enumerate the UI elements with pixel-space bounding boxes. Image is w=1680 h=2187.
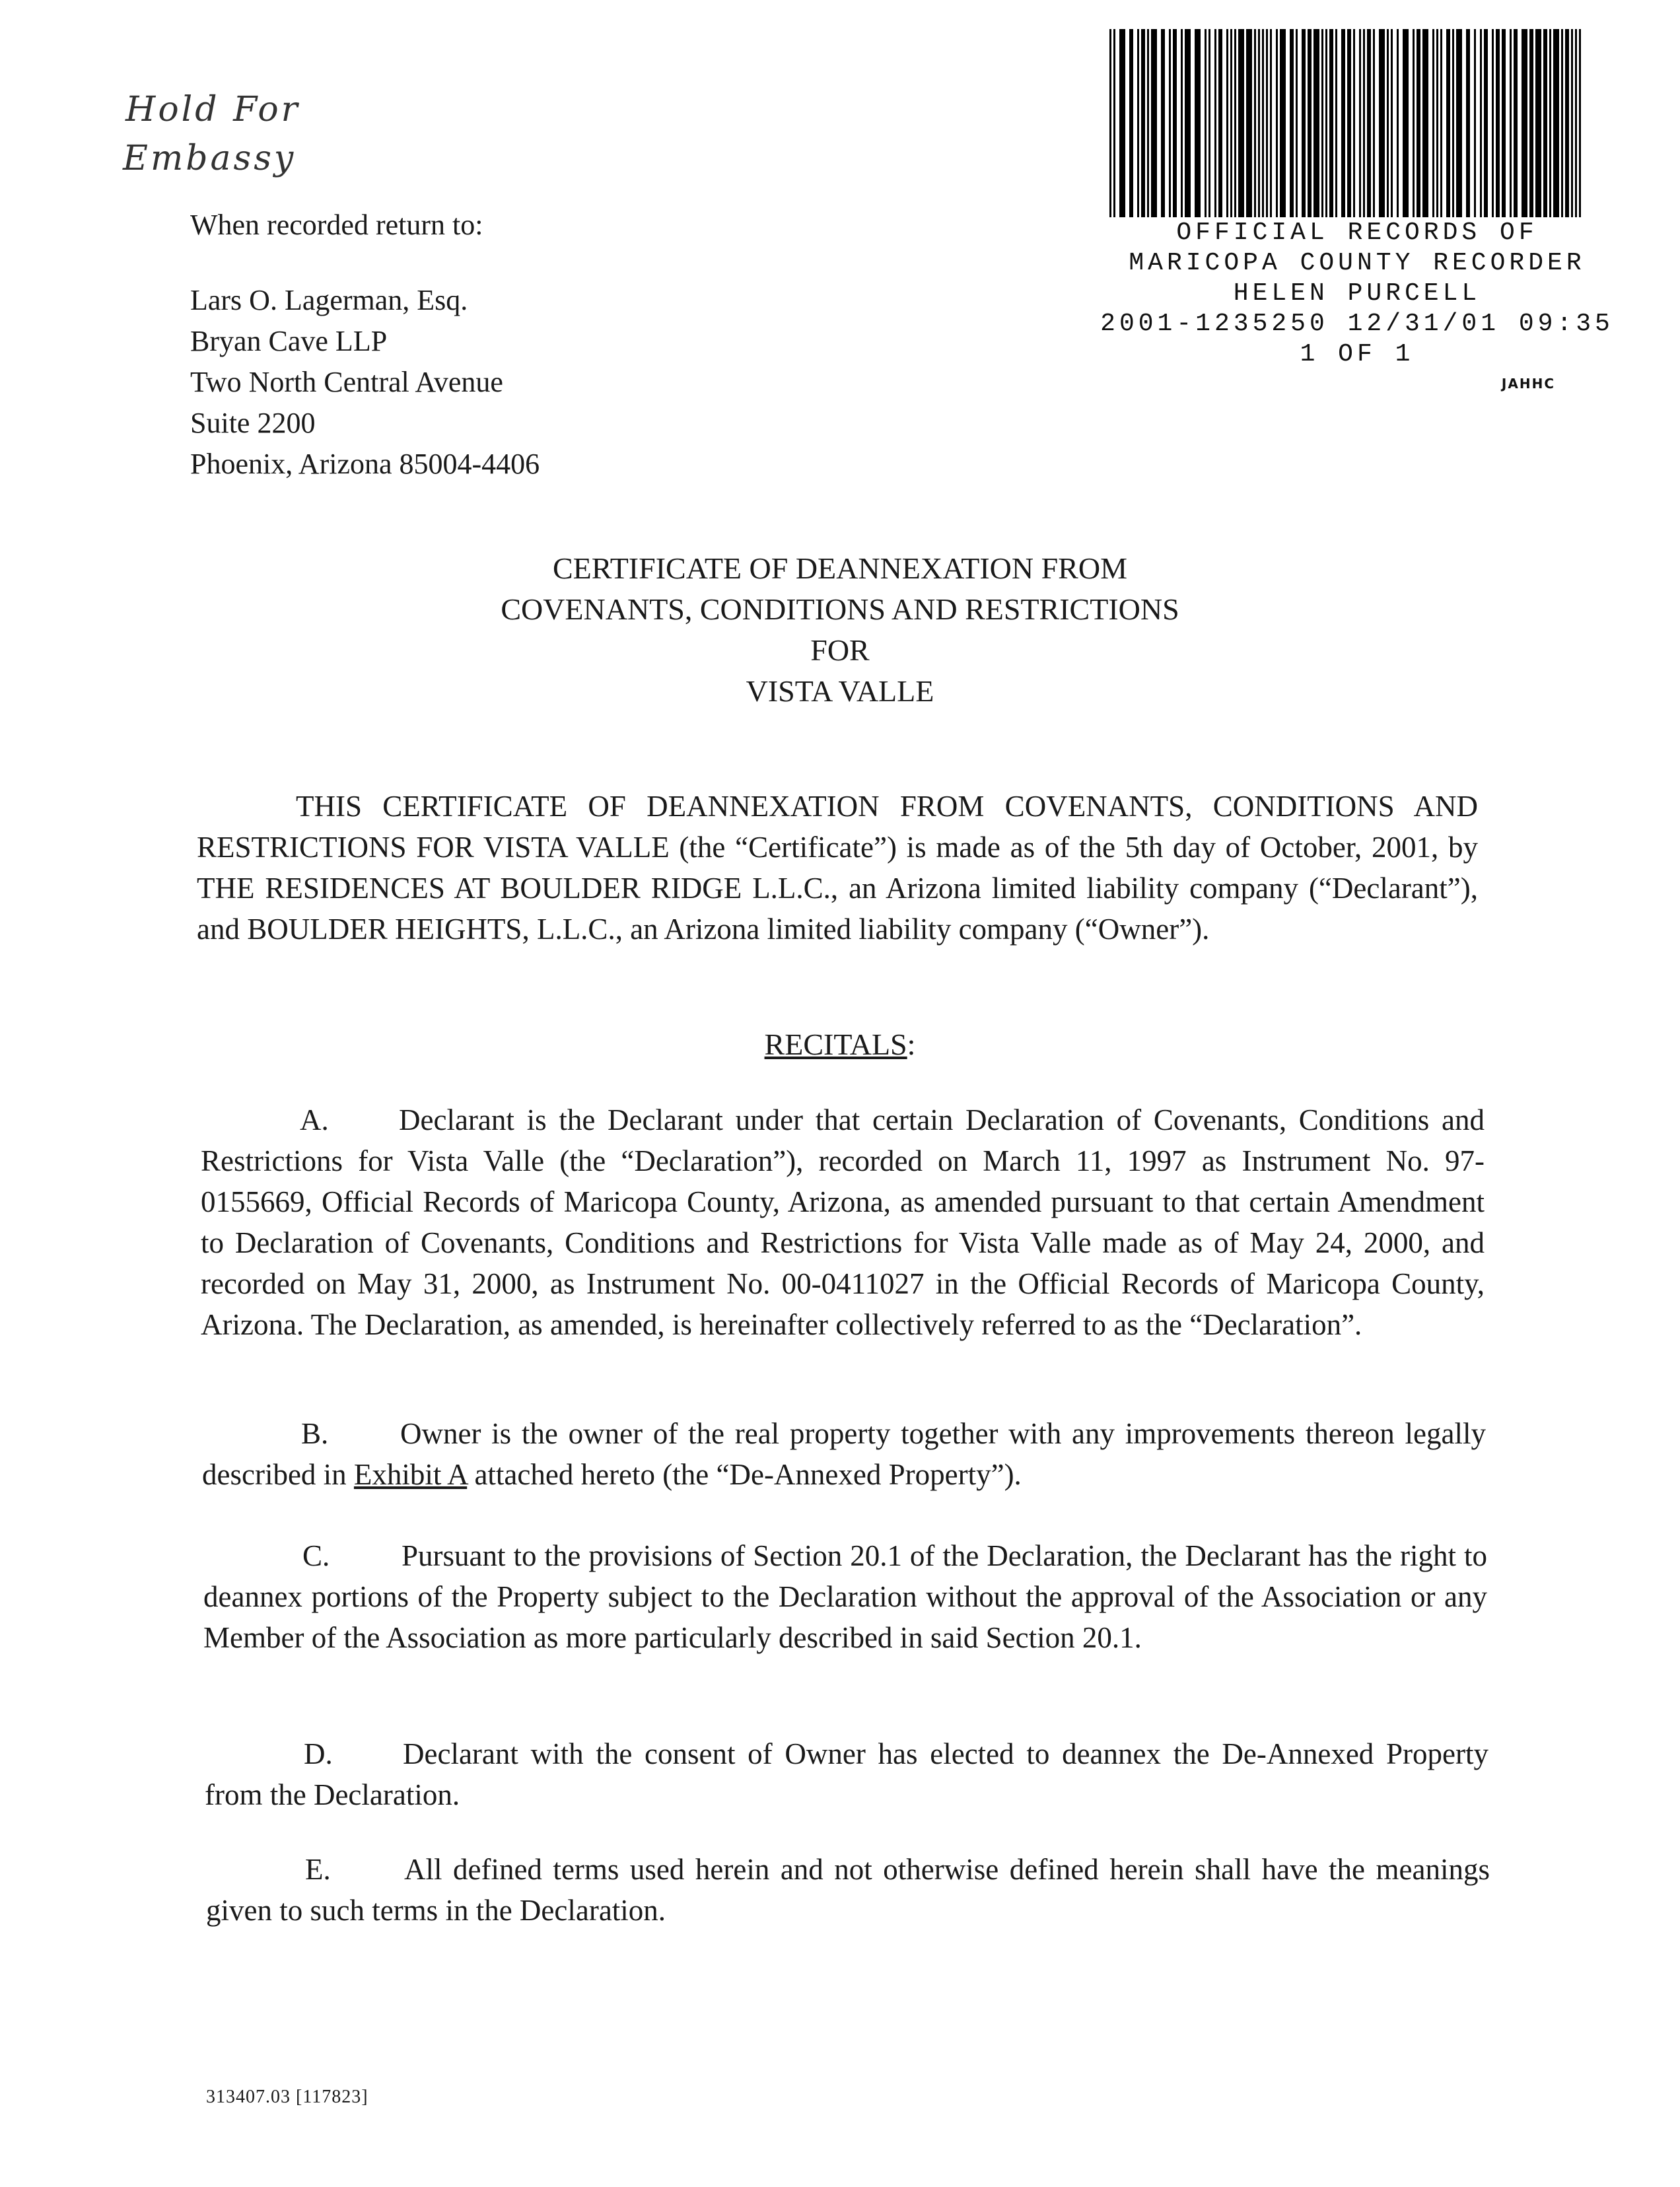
barcode-bar: [1484, 29, 1488, 217]
barcode-bar: [1359, 29, 1361, 217]
barcode-bar: [1308, 29, 1312, 217]
barcode-bar: [1234, 29, 1236, 217]
recital-letter: A.: [300, 1103, 329, 1136]
barcode-bar: [1290, 29, 1294, 217]
barcode-bar: [1169, 29, 1171, 217]
barcode-bar: [1553, 29, 1559, 217]
barcode-bar: [1266, 29, 1268, 217]
title-line-3: FOR: [810, 633, 870, 667]
barcode-bar: [1218, 29, 1222, 217]
recital-a: [201, 1099, 1485, 1345]
barcode-bar: [1173, 29, 1177, 217]
recitals-heading: [0, 1027, 1680, 1062]
recital-d: [205, 1733, 1488, 1815]
recital-e: [206, 1849, 1490, 1931]
barcode-bar: [1214, 29, 1216, 217]
exhibit-a-reference: Exhibit A: [353, 1458, 468, 1491]
stamp-line-3: HELEN PURCELL: [1233, 279, 1481, 308]
recitals-heading-text: RECITALS: [764, 1027, 907, 1061]
recital-b: [202, 1413, 1486, 1495]
barcode-bar: [1353, 29, 1355, 217]
recital-c: [203, 1535, 1487, 1658]
return-line: Bryan Cave LLP: [190, 325, 388, 357]
recitals-heading-colon: :: [907, 1027, 916, 1061]
barcode-bar: [1254, 29, 1256, 217]
barcode-bar: [1129, 29, 1133, 217]
barcode-bar: [1535, 29, 1541, 217]
return-line: Two North Central Avenue: [190, 366, 503, 398]
barcode-bar: [1185, 29, 1191, 217]
barcode-bar: [1387, 29, 1389, 217]
handwritten-line-2: Embassy: [123, 139, 297, 178]
return-heading: When recorded return to:: [190, 209, 483, 241]
barcode-bar: [1432, 29, 1434, 217]
return-address-block: [190, 205, 540, 485]
barcode-bar: [1195, 29, 1201, 217]
handwritten-note: [125, 92, 300, 176]
stamp-code: JAHHC: [1501, 376, 1555, 392]
barcode-bar: [1579, 29, 1581, 217]
barcode-bar: [1367, 29, 1371, 217]
barcode-bar: [1549, 29, 1551, 217]
barcode-bar: [1373, 29, 1375, 217]
barcode-bar: [1496, 29, 1500, 217]
barcode-bar: [1230, 29, 1232, 217]
barcode-bar: [1514, 29, 1518, 217]
return-line: Lars O. Lagerman, Esq.: [190, 284, 468, 316]
barcode-bar: [1258, 29, 1260, 217]
barcode-bar: [1325, 29, 1327, 217]
document-title: [0, 548, 1680, 712]
barcode-bar: [1335, 29, 1337, 217]
barcode-bar: [1466, 29, 1470, 217]
barcode-bar: [1480, 29, 1482, 217]
barcode-bar: [1137, 29, 1139, 217]
title-line-4: VISTA VALLE: [746, 674, 934, 708]
barcode-bar: [1363, 29, 1365, 217]
barcode-bar: [1379, 29, 1385, 217]
recital-letter: C.: [302, 1539, 330, 1572]
barcode-bar: [1270, 29, 1272, 217]
intro-paragraph: THIS CERTIFICATE OF DEANNEXATION FROM COVENANTS, CONDITIONS AND RESTRICTIONS FOR VISTA VALLE (the “Certificate”) is made as of the 5th day of October, 2001, by THE RESIDENCES AT BOULDER RIDGE L.L.C., an Arizona limited liability company (“Declarant”), and BOULDER HEIGHTS, L.L.C., an Arizona limited liability company (“Owner”).: [197, 790, 1478, 946]
barcode-bar: [1403, 29, 1409, 217]
recital-letter: E.: [305, 1853, 331, 1886]
title-line-1: CERTIFICATE OF DEANNEXATION FROM: [553, 551, 1127, 585]
barcode-bar: [1246, 29, 1252, 217]
recital-text: Owner is the owner of the real property together with any improvements thereon legally described in: [202, 1417, 1486, 1491]
barcode-bar: [1208, 29, 1210, 217]
barcode-bar: [1238, 29, 1244, 217]
barcode: [1104, 29, 1586, 217]
barcode-bar: [1181, 29, 1183, 217]
barcode-bar: [1151, 29, 1157, 217]
barcode-bar: [1510, 29, 1512, 217]
barcode-bar: [1436, 29, 1438, 217]
recital-letter: D.: [304, 1737, 333, 1770]
barcode-bar: [1575, 29, 1577, 217]
barcode-bar: [1226, 29, 1228, 217]
barcode-bar: [1109, 29, 1111, 217]
recital-text: attached hereto (the “De-Annexed Property”).: [467, 1458, 1022, 1491]
barcode-bar: [1413, 29, 1415, 217]
barcode-bar: [1161, 29, 1165, 217]
barcode-bar: [1502, 29, 1506, 217]
barcode-bar: [1492, 29, 1494, 217]
barcode-bar: [1141, 29, 1145, 217]
recital-text: Pursuant to the provisions of Section 20.1 of the Declaration, the Declarant has the right to deannex portions of the Property subject to the Declaration without the approval of the Association or any Member of the Association as more particularly described in said Section 20.1.: [203, 1539, 1487, 1654]
barcode-bar: [1347, 29, 1351, 217]
stamp-line-2: MARICOPA COUNTY RECORDER: [1129, 249, 1586, 277]
recital-text: All defined terms used herein and not otherwise defined herein shall have the meanings given to such terms in the Declaration.: [206, 1853, 1490, 1927]
barcode-bar: [1561, 29, 1563, 217]
barcode-bar: [1302, 29, 1306, 217]
barcode-bar: [1329, 29, 1333, 217]
handwritten-line-1: Hold For: [125, 90, 300, 129]
barcode-bar: [1529, 29, 1533, 217]
recital-text: Declarant is the Declarant under that certain Declaration of Covenants, Conditions and Restrictions for Vista Valle (the “Declaration”), recorded on March 11, 1997 as Instrument No. 97-0155669, Official Records of Maricopa County, Arizona, as amended pursuant to that certain Amendment to Declaration of Covenants, Conditions and Restrictions for Vista Valle made as of May 24, 2000, and recorded on May 31, 2000, as Instrument No. 00-0411027 in the Official Records of Maricopa County, Arizona. The Declaration, as amended, is hereinafter collectively referred to as the “Declaration”.: [201, 1103, 1485, 1341]
barcode-bar: [1422, 29, 1428, 217]
barcode-bar: [1522, 29, 1527, 217]
barcode-bar: [1341, 29, 1345, 217]
barcode-bar: [1543, 29, 1547, 217]
barcode-bar: [1571, 29, 1573, 217]
barcode-bar: [1280, 29, 1286, 217]
barcode-bar: [1397, 29, 1399, 217]
barcode-bar: [1440, 29, 1442, 217]
barcode-bar: [1276, 29, 1278, 217]
barcode-bar: [1119, 29, 1125, 217]
barcode-bar: [1296, 29, 1298, 217]
barcode-bar: [1452, 29, 1454, 217]
recital-letter: B.: [301, 1417, 329, 1450]
barcode-bar: [1446, 29, 1450, 217]
barcode-bar: [1456, 29, 1462, 217]
footer-document-code: 313407.03 [117823]: [206, 2087, 368, 2107]
barcode-bar: [1474, 29, 1476, 217]
barcode-bar: [1313, 29, 1319, 217]
barcode-bar: [1391, 29, 1393, 217]
barcode-bar: [1147, 29, 1149, 217]
stamp-line-4: 2001-1235250 12/31/01 09:35: [1100, 310, 1614, 338]
return-line: Phoenix, Arizona 85004-4406: [190, 448, 540, 480]
stamp-line-1: OFFICIAL RECORDS OF: [1176, 219, 1538, 247]
barcode-bar: [1417, 29, 1420, 217]
barcode-bar: [1321, 29, 1323, 217]
recital-text: Declarant with the consent of Owner has elected to deannex the De-Annexed Property from the Declaration.: [205, 1737, 1488, 1811]
title-line-2: COVENANTS, CONDITIONS AND RESTRICTIONS: [501, 592, 1179, 626]
return-line: Suite 2200: [190, 407, 316, 439]
barcode-bar: [1565, 29, 1569, 217]
stamp-line-5: 1 OF 1: [1300, 340, 1415, 368]
barcode-bar: [1262, 29, 1264, 217]
barcode-bar: [1113, 29, 1115, 217]
recorder-stamp: [1083, 218, 1631, 399]
barcode-bar: [1205, 29, 1207, 217]
